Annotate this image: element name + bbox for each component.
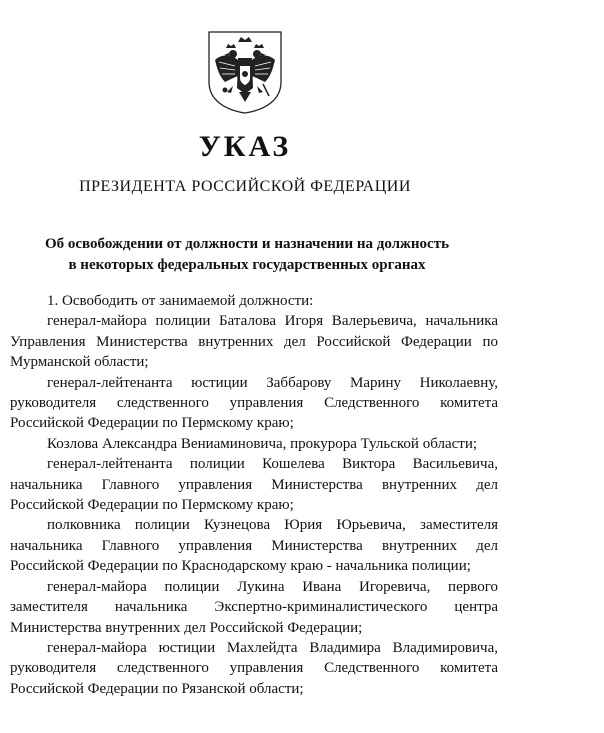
- decree-subtitle: ПРЕЗИДЕНТА РОССИЙСКОЙ ФЕДЕРАЦИИ: [79, 178, 411, 195]
- paragraph-kuznetsov: полковника полиции Кузнецова Юрия Юрьевича, заместителя начальника Главного управления Министерства внутренних дел Российской Федерации по Краснодарскому краю - начальника полиции;: [10, 517, 498, 575]
- paragraph-lukin: генерал-майора полиции Лукина Ивана Игоревича, первого заместителя начальника Экспертно-криминалистического центра Министерства внутренних дел Российской Федерации;: [10, 578, 498, 636]
- decree-title: УКАЗ: [198, 130, 292, 163]
- decree-body: [10, 291, 498, 699]
- heading-line-1: Об освобождении от должности и назначении на должность: [44, 236, 450, 252]
- coat-of-arms-emblem: [203, 30, 287, 114]
- paragraph-makhleidt: генерал-майора юстиции Махлейдта Владимира Владимировича, руководителя следственного управления Следственного комитета Российской Федерации по Рязанской области;: [10, 639, 498, 697]
- decree-heading: [0, 234, 494, 276]
- paragraph-kozlov: Козлова Александра Вениаминовича, прокурора Тульской области;: [47, 435, 478, 452]
- double-headed-eagle-icon: [203, 30, 287, 114]
- paragraph-batalov: генерал-майора полиции Баталова Игоря Валерьевича, начальника Управления Министерства внутренних дел Российской Федерации по Мурманской области;: [10, 313, 498, 371]
- paragraph-zabbarova: генерал-лейтенанта юстиции Заббарову Марину Николаевну, руководителя следственного управления Следственного комитета Российской Федерации по Пермскому краю;: [10, 374, 498, 432]
- heading-line-2: в некоторых федеральных государственных органах: [68, 257, 426, 273]
- paragraph-koshelev: генерал-лейтенанта полиции Кошелева Виктора Васильевича, начальника Главного управления Министерства внутренних дел Российской Федерации по Пермскому краю;: [10, 456, 498, 514]
- paragraph-clause-1: 1. Освободить от занимаемой должности:: [47, 293, 314, 309]
